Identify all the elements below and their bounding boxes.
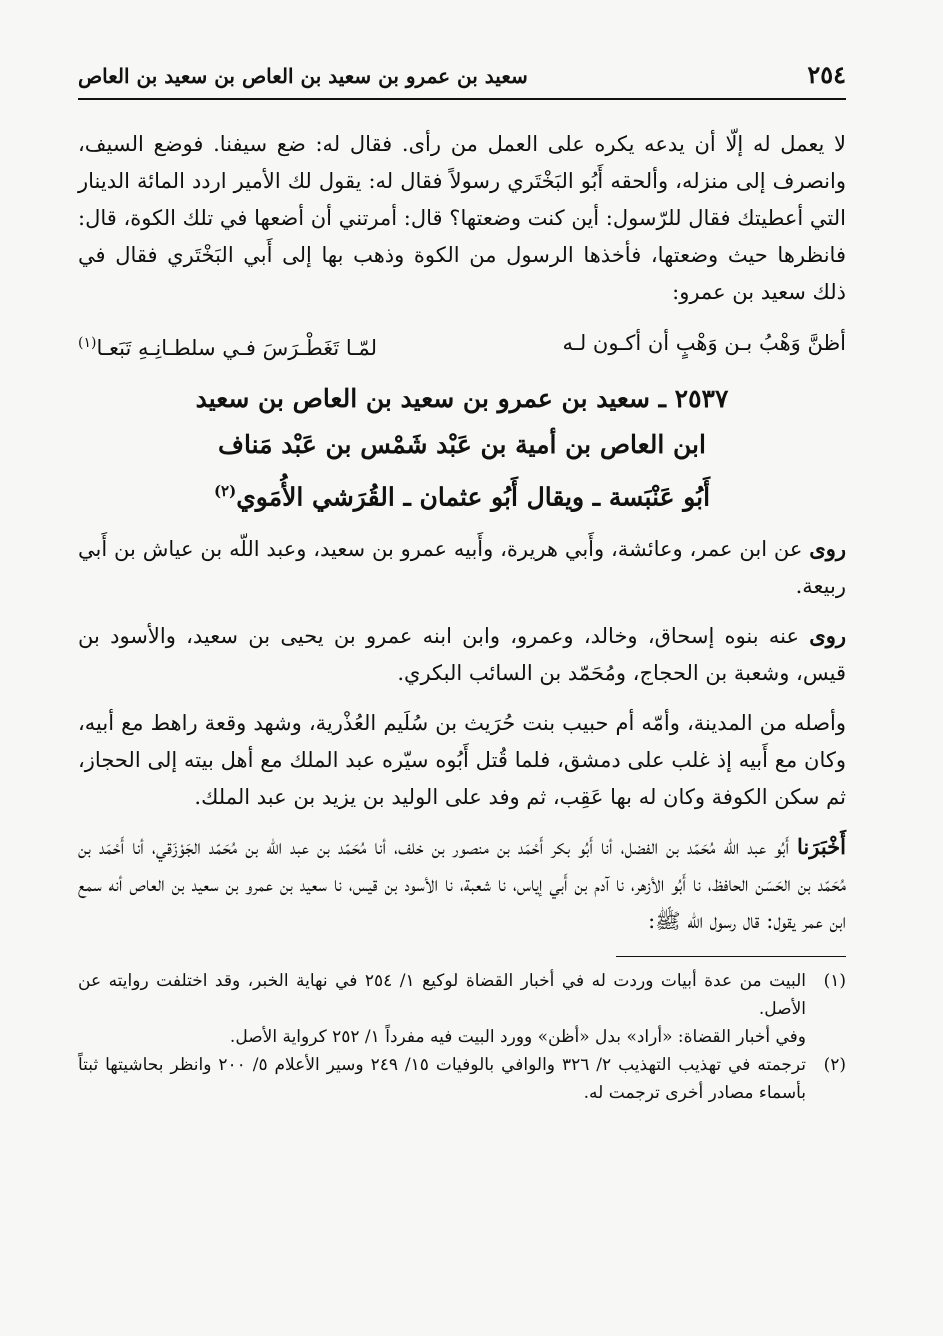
page-body: [78, 126, 846, 1107]
running-title: سعيد بن عمرو بن سعيد بن العاص بن سعيد بن العاص: [78, 64, 528, 88]
biography-title-line: ابن العاص بن أمية بن عَبْد شَمْس بن عَبْد مَناف: [218, 430, 706, 459]
paragraph: لا يعمل له إلّا أن يدعه يكره على العمل من رأى. فقال له: ضع سيفنا. فوضع السيف، وانصرف إلى منزله، وألحقه أَبُو البَخْتَري رسولاً فقال له: يقول لك الأمير اردد المائة الدينار التي أعطيتك فقال للرّسول: أين كنت وضعتها؟ قال: أمرتني أن أضعها في تلك الكوة، قال: فانظرها حيث وضعتها، فأخذها الرسول من الكوة وذهب بها إلى أَبي البَخْتَري فقال في ذلك سعيد بن عمرو:: [78, 132, 846, 304]
paragraph-lead-word: روى: [809, 623, 846, 649]
paragraph: [78, 530, 846, 605]
footnote-marker: (٢): [213, 482, 237, 500]
footnote-marker: (١): [78, 335, 97, 351]
paragraph-text: وأصله من المدينة، وأمّه أم حبيب بنت حُرَيث بن سُلَيم العُذْرية، وشهد وقعة راهط مع أبيه، وكان مع أَبيه إذ غلب على دمشق، فلما قُتل أَبُوه سيّره عبد الملك مع أهل بيته إلى الحجاز، ثم سكن الكوفة وكان له بها عَقِب، ثم وفد على الوليد بن يزيد بن عبد الملك.: [78, 711, 846, 810]
biography-title-text: أَبُو عَنْبَسة ـ ويقال أَبُو عثمان ـ القُرَشي الأُمَوي: [236, 482, 711, 512]
footnotes: [78, 967, 846, 1107]
paragraph: [78, 617, 846, 692]
footnote-text: البيت من عدة أبيات وردت له في أخبار القضاة لوكيع ١/ ٢٥٤ في نهاية الخبر، وقد اختلفت روايته عن الأصل.: [78, 971, 806, 1020]
footnote: [78, 967, 846, 1023]
paragraph-text: أَبُو عبد اللّه مُحَمّد بن الفضل، أنا أَبُو بكر أَحْمَد بن منصور بن خلف، أنا مُحَمّد بن عبد اللّه بن مُحَمّد الجَوْزَقي، أنا أَحْمَد بن مُحَمّد بن الحَسَن الحافظ، نا أَبُو الأزهر، نا آدم بن أَبي إياس، نا شعبة، نا الأسود بن قيس، نا سعيد بن عمرو بن سعيد بن العاص أنه سمع ابن عمر يقول: قال رسول الله ﷺ:: [78, 835, 846, 934]
verse-hemistich-second: [78, 323, 377, 368]
paragraph: [78, 828, 846, 940]
footnote-divider: [616, 956, 846, 957]
verse-hemistich-second-text: لمّـا تَغَطْـرَسَ فـي سلطـانِـهِ تَبَعـا: [96, 336, 377, 360]
paragraph-text: عن ابن عمر، وعائشة، وأَبي هريرة، وأَبيه عمرو بن سعيد، وعبد اللّه بن عياش بن أَبي ربيعة.: [78, 537, 846, 599]
page-number: ٢٥٤: [807, 60, 846, 89]
footnote-number: (٢): [823, 1055, 846, 1076]
paragraph: [78, 704, 846, 816]
footnote-number: (١): [823, 971, 846, 992]
verse-hemistich-first: أظنَّ وَهْبُ بـن وَهْبٍ أن أكـون لـه: [562, 331, 846, 355]
biography-title: [78, 376, 846, 520]
poetry-verse: [78, 323, 846, 368]
footnote-text: ترجمته في تهذيب التهذيب ٢/ ٣٢٦ والوافي بالوفيات ١٥/ ٢٤٩ وسير الأعلام ٥/ ٢٠٠ وانظر بحاشيتها ثبتاً بأسماء مصادر أخرى ترجمت له.: [78, 1055, 807, 1104]
paragraph-text: عنه بنوه إسحاق، وخالد، وعمرو، وابن ابنه عمرو بن يحيى بن سعيد، والأسود بن قيس، وشعبة بن الحجاج، ومُحَمّد بن السائب البكري.: [78, 624, 846, 686]
paragraph-lead-word: أَخْبَرَنا: [797, 834, 846, 860]
footnote: [78, 1051, 846, 1107]
book-page: [78, 52, 846, 1312]
paragraph-lead-word: روى: [809, 536, 846, 562]
biography-title-line: [78, 468, 846, 520]
page-header: [78, 52, 846, 100]
footnote-continuation: وفي أخبار القضاة: «أراد» بدل «أظن» وورد البيت فيه مفرداً ١/ ٢٥٢ كرواية الأصل.: [229, 1027, 806, 1048]
biography-title-line: ٢٥٣٧ ـ سعيد بن عمرو بن سعيد بن العاص بن سعيد: [195, 384, 729, 413]
